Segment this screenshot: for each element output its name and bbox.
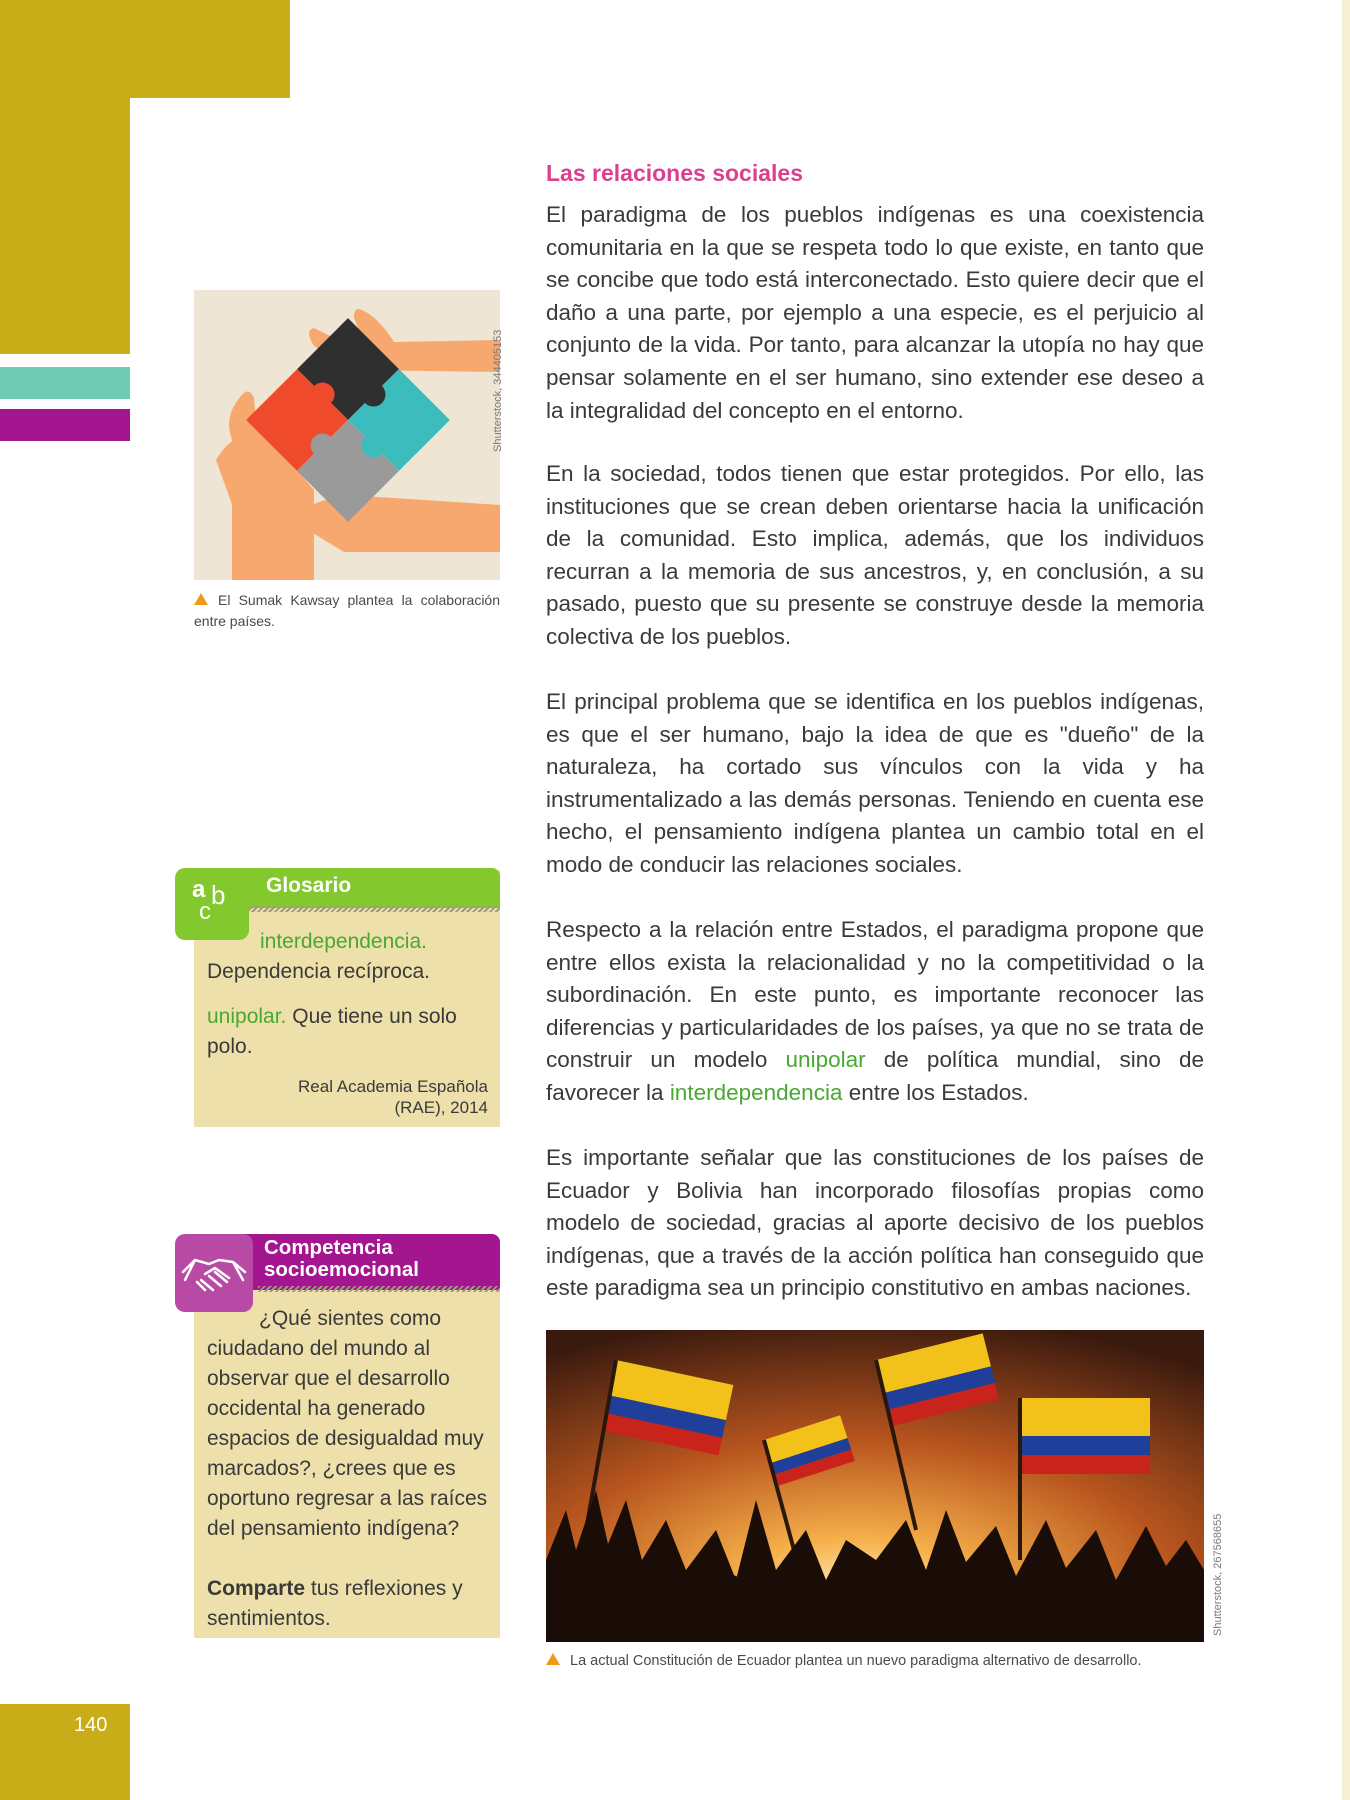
paragraph-estados-text-a: Respecto a la relación entre Estados, el paradigma propone que entre ellos exista la relacionalidad y no la competitividad o la subordinación. En este punto, es importante reconocer las diferencias y particularidades de los países, ya que no se trata de construir un modelo [546,917,1204,1073]
paragraph-estados-text-b: de política mundial, sino de favorecer la [546,1047,1205,1105]
ecuador-flags-photo [546,1330,1204,1642]
glossary-abc-icon [175,868,249,940]
glossary-icon-letter-b: b [211,880,226,910]
competencia-question [207,1304,492,1544]
paragraph-coexistencia: El paradigma de los pueblos indígenas es una coexistencia comunitaria en la que se respeta todo lo que existe, en tanto que se concibe que todo está interconectado. Esto quiere decir que el daño a una parte, por ejemplo a una especie, es el perjuicio al conjunto de la vida. Por tanto, para alcanzar la utopía no hay que pensar solamente en el ser humano, sino extender ese deseo a la integralidad del concepto en el entorno. [546,202,1204,423]
handshake-icon-graphic [175,1234,253,1312]
decorative-mustard-block-left [0,98,130,354]
competencia-action-verb: Comparte [207,1577,306,1600]
page-edge-shadow [1342,0,1350,1800]
paragraph-estados-text-c: entre los Estados. [842,1079,1029,1105]
competencia-title-line2: socioemocional [264,1258,419,1281]
glossary-icon-letter-c: c [199,898,211,925]
glossary-source [250,1076,488,1118]
handshake-icon [175,1234,253,1312]
competencia-action-text: tus reflexiones y sentimientos. [207,1577,463,1630]
glossary-source-line1: Real Academia Española [298,1077,488,1096]
caption-triangle-icon [194,593,208,605]
competencia-action [207,1574,492,1634]
term-interdependencia: interdependencia [669,1079,843,1105]
glossary-term-interdependencia: interdependencia. [260,930,427,953]
glossary-title: Glosario [266,874,352,897]
paragraph-problema: El principal problema que se identifica en los pueblos indígenas, es que el ser humano, bajo la idea de que es "dueño" de la naturaleza, ha cortado sus vínculos con la vida y ha instrumentalizado a las demás personas. Teniendo en cuenta ese hecho, el pensamiento indígena plantea un cambio total en el modo de conducir las relaciones sociales. [546,689,1204,877]
paragraph-estados [546,914,1204,1110]
puzzle-image-credit: Shutterstock, 344405153 [492,329,504,452]
term-unipolar: unipolar [785,1047,866,1073]
paragraph-constituciones: Es importante señalar que las constituciones de los países de Ecuador y Bolivia han incorporado filosofías propias como modelo de sociedad, gracias al aporte decisivo de los pueblos indígenas, que a través de la acción política han conseguido que este paradigma sea un principio constitutivo en ambas naciones. [546,1145,1204,1301]
flags-image-credit: Shutterstock, 267568655 [1212,1513,1224,1636]
glossary-term-unipolar: unipolar. [207,1005,287,1028]
glossary-icon-letter-a: a [192,876,206,903]
ecuador-flags-illustration [546,1330,1204,1642]
decorative-magenta-stripe [0,409,130,441]
glossary-entry-unipolar [207,1002,487,1062]
puzzle-hands-image [194,290,500,580]
competencia-title-line1: Competencia [264,1236,393,1259]
page-number: 140 [74,1714,108,1736]
flags-image-caption [546,1653,1142,1669]
competencia-title [264,1237,484,1281]
paragraph-sociedad: En la sociedad, todos tienen que estar protegidos. Por ello, las instituciones que se crean deben orientarse hacia la unificación de la comunidad. Esto implica, además, que los individuos recurran a la memoria de sus ancestros, y, en conclusión, a su pasado, puesto que su presente se construye desde la memoria colectiva de los pueblos. [546,461,1204,649]
decorative-mustard-block-bottom [0,1704,130,1800]
glossary-source-line2: (RAE), 2014 [394,1098,488,1117]
competencia-question-text: ¿Qué sientes como ciudadano del mundo al observar que el desarrollo occidental ha generado espacios de desigualdad muy marcados?, ¿crees que es oportuno regresar a las raíces del pensamiento indígena? [207,1307,488,1540]
puzzle-hands-illustration [194,290,500,580]
glossary-header-hatch [240,906,500,912]
decorative-teal-stripe [0,367,130,399]
caption-triangle-icon [546,1653,560,1665]
decorative-mustard-block-top [0,0,290,98]
glossary-definition-interdependencia: Dependencia recíproca. [207,960,430,983]
section-title: Las relaciones sociales [546,160,803,186]
glossary-definition-unipolar: Que tiene un solo polo. [207,1005,457,1058]
competencia-header-hatch [258,1286,500,1292]
flags-caption-text: La actual Constitución de Ecuador plantea un nuevo paradigma alternativo de desarrollo. [570,1653,1142,1669]
puzzle-image-caption [194,590,500,632]
puzzle-caption-text: El Sumak Kawsay plantea la colaboración entre países. [194,592,500,629]
